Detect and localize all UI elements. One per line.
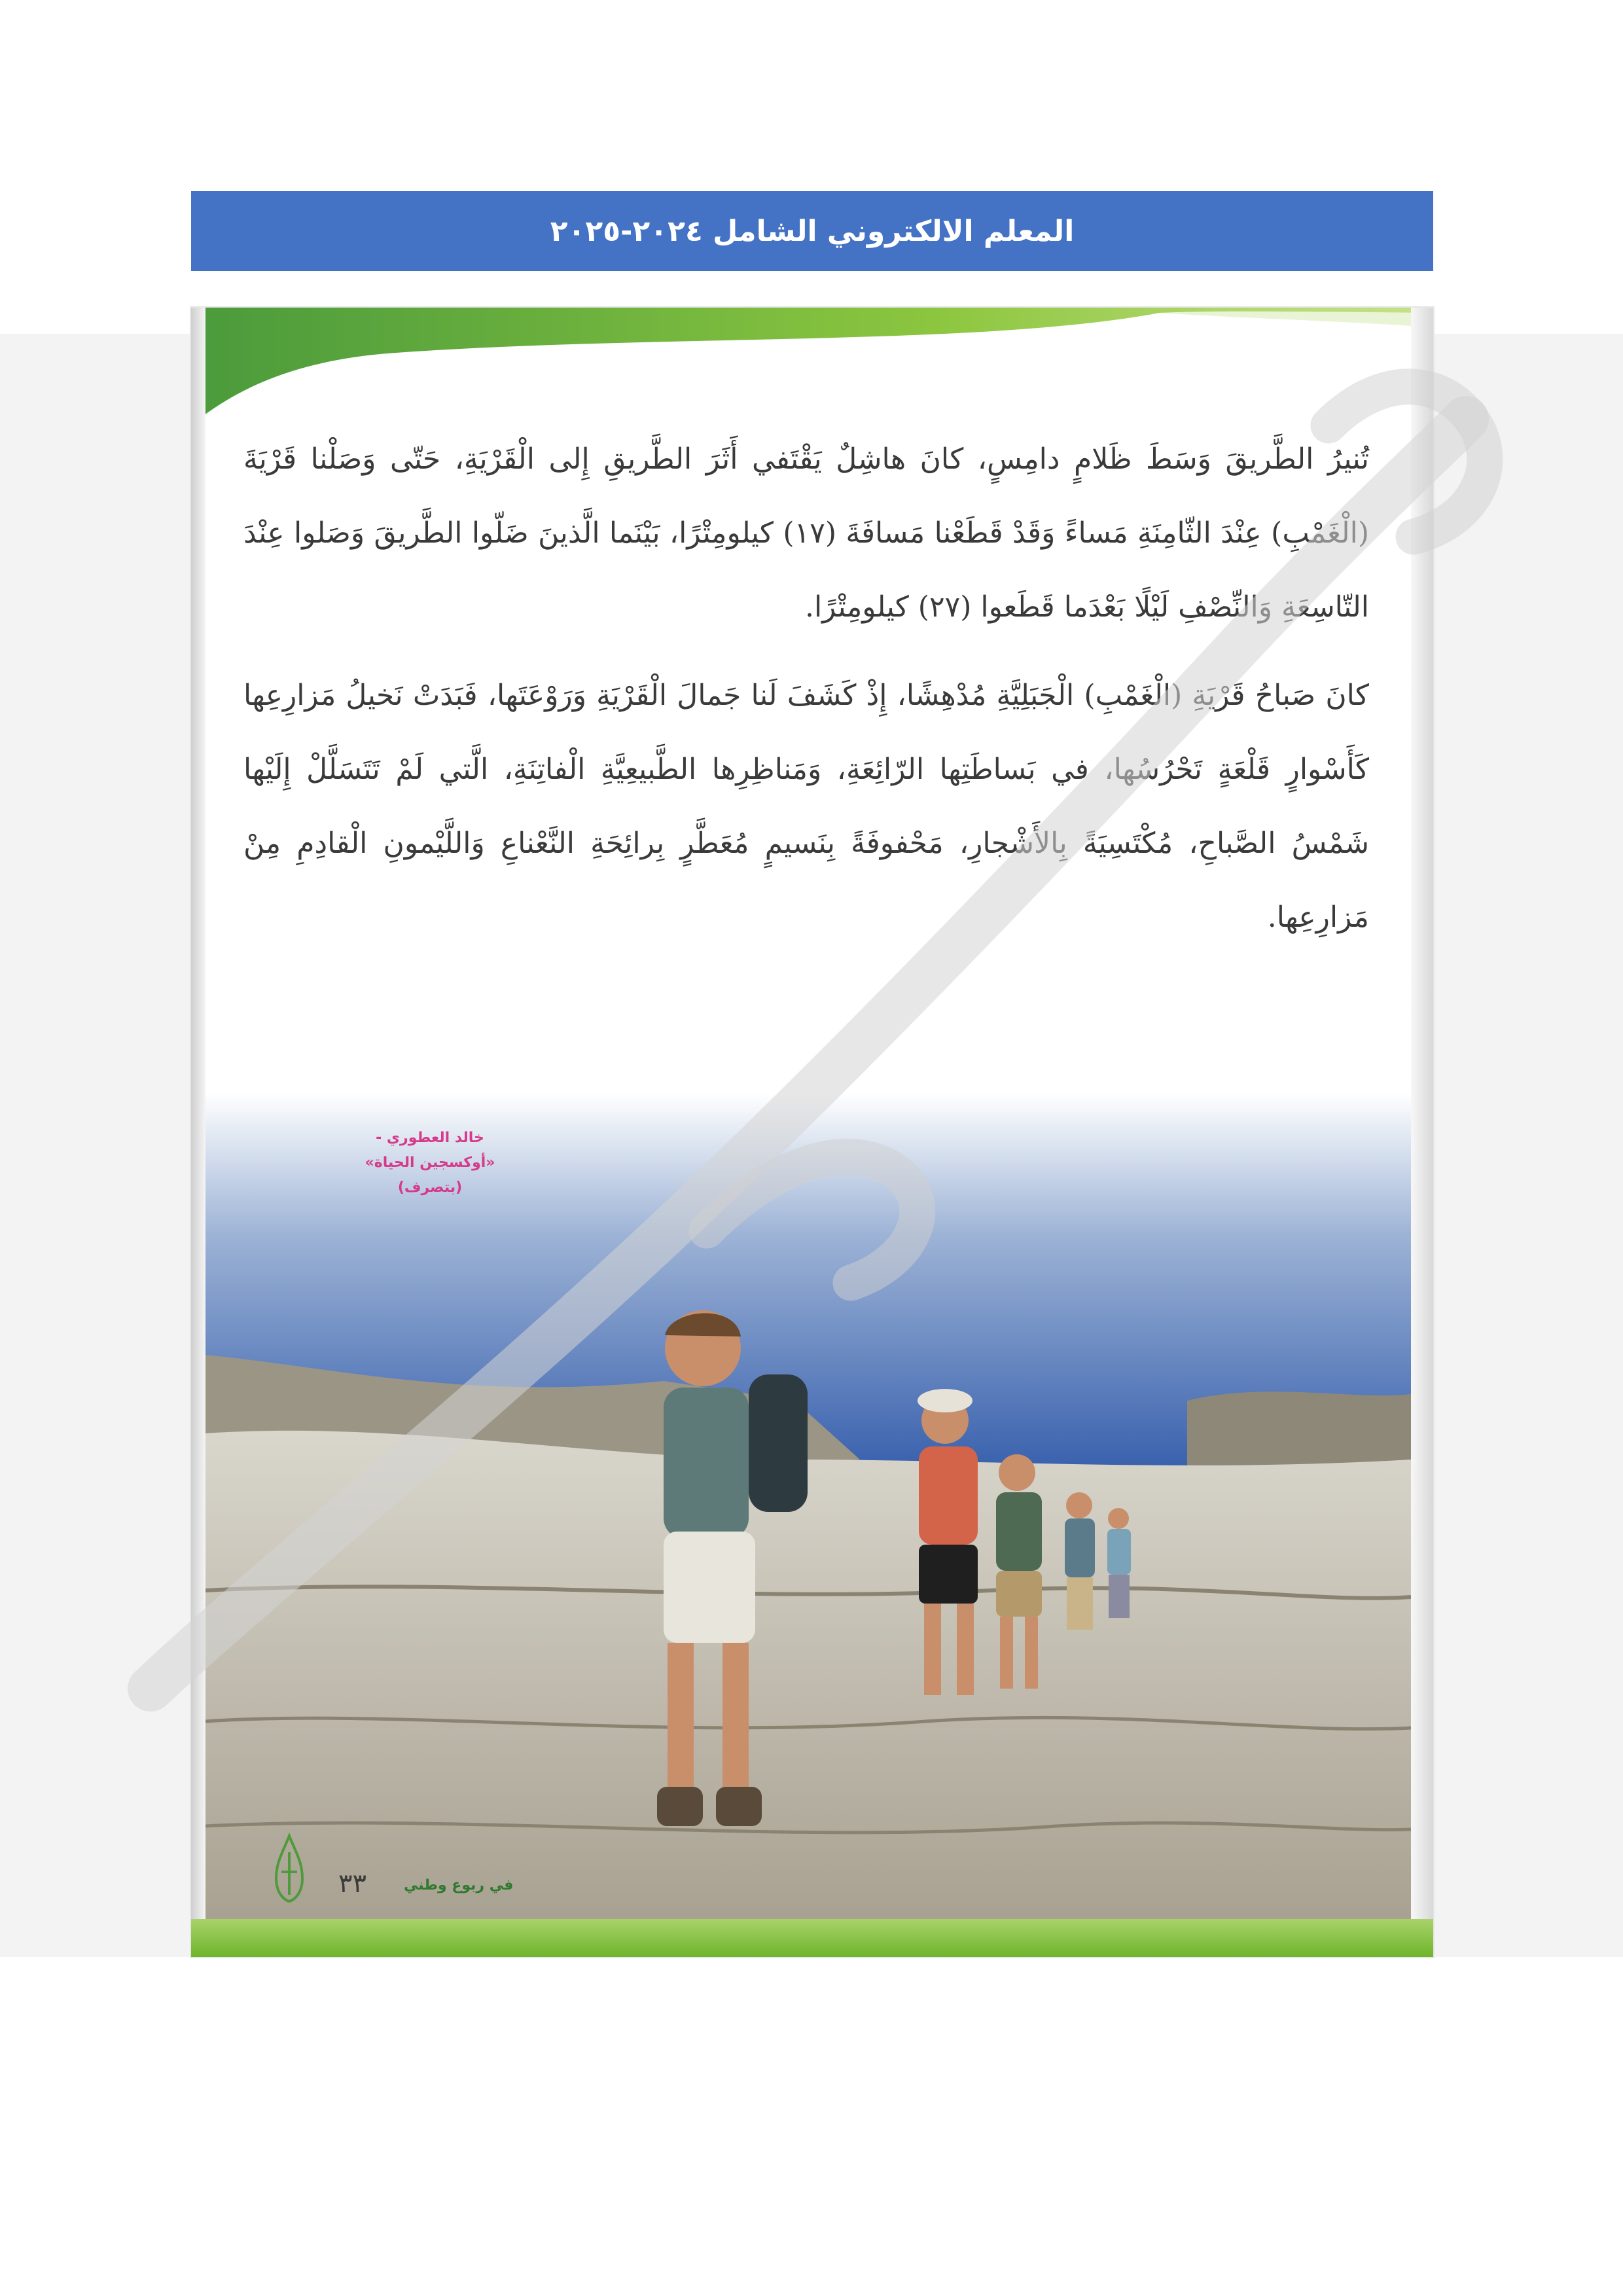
page-slogan: في ربوع وطني	[404, 1877, 514, 1893]
passage-paragraph-1: تُنيرُ الطَّريقَ وَسَطَ ظَلامٍ دامِسٍ، كانَ هاشِلٌ يَقْتَفي أَثَرَ الطَّريقِ إِلى الْقَرْيَةِ، حَتّى وَصَلْنا قَرْيَةَ (الْغَمْبِ) عِنْدَ الثّامِنَةِ مَساءً وَقَدْ قَطَعْنا مَسافَةَ (١٧) كيلومِتْرًا، بَيْنَما الَّذينَ ضَلّوا الطَّريقَ وَصَلوا عِنْدَ التّاسِعَةِ وَالنِّصْفِ لَيْلًا بَعْدَما قَطَعوا (٢٧) كيلومِتْرًا.	[243, 442, 1369, 624]
reading-passage	[243, 422, 1369, 969]
header-banner	[191, 191, 1433, 271]
page-right-edge	[1411, 308, 1433, 1957]
page-number: ٣٣	[338, 1869, 366, 1899]
emblem-icon	[263, 1833, 315, 1905]
footer-green-band	[191, 1919, 1433, 1957]
passage-paragraph-2: كانَ صَباحُ قَرْيَةِ (الْغَمْبِ) الْجَبَلِيَّةِ مُدْهِشًا، إِذْ كَشَفَ لَنا جَمالَ الْقَرْيَةِ وَرَوْعَتَها، فَبَدَتْ نَخيلُ مَزارِعِها كَأَسْوارٍ قَلْعَةٍ تَحْرُسُها، في بَساطَتِها الرّائِعَةِ، وَمَناظِرِها الطَّبيعِيَّةِ الْفاتِنَةِ، الَّتي لَمْ تَتَسَلَّلْ إِلَيْها شَمْسُ الصَّباحِ، مُكْتَسِيَةً بِالأَشْجارِ، مَحْفوفَةً بِنَسيمٍ مُعَطَّرٍ بِرائِحَةِ النَّعْناعِ وَاللَّيْمونِ الْقادِمِ مِنْ مَزارِعِها.	[243, 679, 1369, 934]
credit-author: خالد العطوري -	[376, 1130, 484, 1146]
illustration-credit	[351, 1126, 508, 1200]
credit-source: «أوكسجين الحياة»	[365, 1155, 495, 1171]
hikers-illustration	[205, 1093, 1411, 1944]
page-binding-edge	[191, 308, 205, 1957]
header-title: المعلم الالكتروني الشامل ٢٠٢٤-٢٠٢٥	[550, 214, 1075, 248]
credit-note: (بتصرف)	[397, 1179, 463, 1196]
textbook-page	[191, 308, 1433, 1957]
